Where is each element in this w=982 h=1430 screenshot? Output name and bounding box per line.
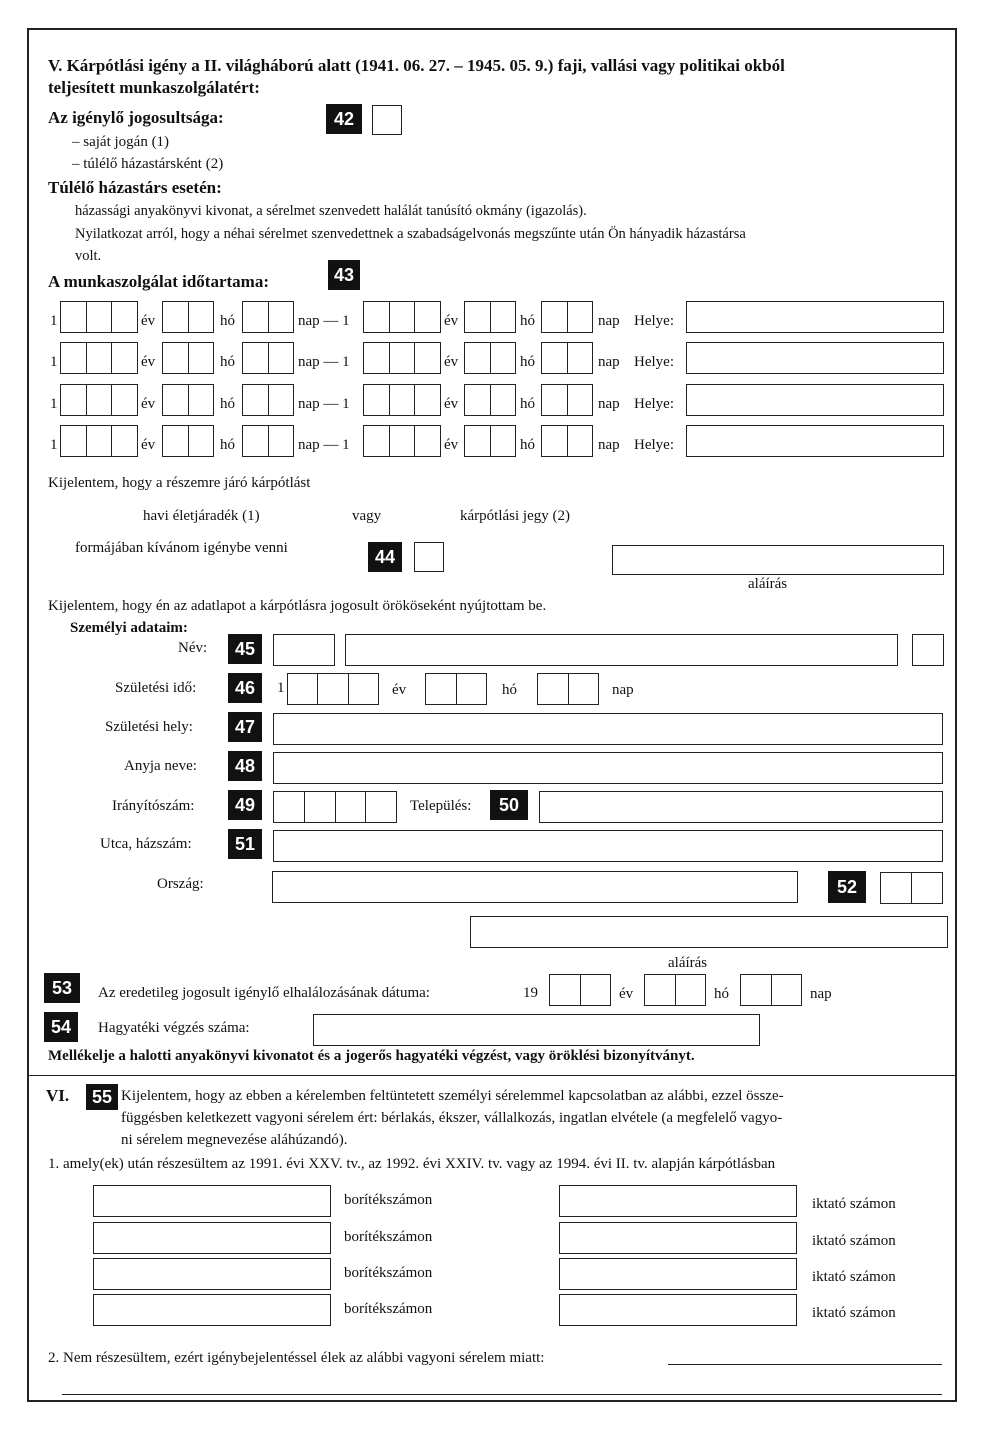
field-number-44: 44 [368,542,402,572]
heir-declare: Kijelentem, hogy én az adatlapot a kárpótlásra jogosult örököseként nyújtottam be. [48,598,547,614]
spouse-heading: Túlélő házastárs esetén: [48,178,222,197]
location-field[interactable] [686,342,944,374]
envelope-number-field[interactable] [93,1222,331,1254]
to-month-cells[interactable] [464,342,516,374]
from-month-unit: hó [220,396,235,412]
birth-year-cells[interactable] [287,673,379,705]
birth-year-prefix: 1 [277,680,285,696]
duration-row-prefix: 1 [50,354,58,370]
field-number-45: 45 [228,634,262,664]
envelope-number-label: borítékszámon [344,1229,433,1245]
location-field[interactable] [686,425,944,457]
street-field[interactable] [273,830,943,862]
signature-field-1[interactable] [612,545,944,575]
field-number-43: 43 [328,260,360,290]
death-month-unit: hó [714,986,729,1002]
location-label: Helye: [634,437,674,453]
entitlement-label: Az igénylő jogosultsága: [48,108,224,127]
section5-title-line1: V. Kárpótlási igény a II. világháború alatt (1941. 06. 27. – 1945. 05. 9.) faji, vallási vagy politikai okból [48,56,785,75]
mother-name-field[interactable] [273,752,943,784]
from-year-cells[interactable] [60,425,138,457]
death-year-cells[interactable] [549,974,611,1006]
envelope-number-field[interactable] [93,1294,331,1326]
envelope-number-label: borítékszámon [344,1301,433,1317]
section5-title-line2: teljesített munkaszolgálatért: [48,78,260,97]
option-or: vagy [352,508,382,524]
compensation-form-input[interactable] [414,542,444,572]
death-day-unit: nap [810,986,832,1002]
file-number-field[interactable] [559,1185,797,1217]
to-day-unit: nap [598,354,620,370]
location-label: Helye: [634,396,674,412]
from-month-unit: hó [220,313,235,329]
section6-text-1: Kijelentem, hogy az ebben a kérelemben feltüntetett személyi sérelemmel kapcsolatban az alábbi, ezzel össze- [121,1088,784,1104]
probate-label: Hagyatéki végzés száma: [98,1020,250,1036]
field-number-54: 54 [44,1012,78,1042]
to-year-unit: év [444,354,459,370]
to-year-unit: év [444,437,459,453]
death-month-cells[interactable] [644,974,706,1006]
from-month-unit: hó [220,354,235,370]
to-year-cells[interactable] [363,425,441,457]
field-number-52: 52 [828,871,866,903]
to-day-cells[interactable] [541,384,593,416]
location-label: Helye: [634,313,674,329]
country-label: Ország: [157,876,204,892]
section6-text-2: függésben keletkezett vagyoni sérelem ért: bérlakás, ékszer, vállalkozás, ingatlan elvétele (a megfelelő vagyo- [121,1110,783,1126]
file-number-label: iktató számon [812,1233,896,1249]
from-day-unit: nap — 1 [298,396,350,412]
from-year-unit: év [141,437,156,453]
death-day-cells[interactable] [740,974,802,1006]
envelope-number-label: borítékszámon [344,1265,433,1281]
to-day-cells[interactable] [541,301,593,333]
from-day-cells[interactable] [242,342,294,374]
item2-line-1[interactable] [668,1364,942,1365]
entitlement-option-1: – saját jogán (1) [72,134,170,150]
declare-line: Kijelentem, hogy a részemre járó kárpótlást [48,475,311,491]
city-field[interactable] [539,791,943,823]
location-field[interactable] [686,301,944,333]
field-number-50: 50 [490,790,528,820]
name-title-field[interactable] [273,634,335,666]
name-suffix-field[interactable] [912,634,944,666]
birth-month-cells[interactable] [425,673,487,705]
from-day-cells[interactable] [242,301,294,333]
signature-label-1: aláírás [748,576,788,592]
section6-roman: VI. [46,1086,70,1105]
duration-label: A munkaszolgálat időtartama: [48,272,269,291]
from-day-unit: nap — 1 [298,313,350,329]
field-number-53: 53 [44,973,80,1003]
file-number-label: iktató számon [812,1196,896,1212]
to-month-unit: hó [520,437,535,453]
from-day-cells[interactable] [242,384,294,416]
to-year-unit: év [444,396,459,412]
file-number-field[interactable] [559,1222,797,1254]
spouse-line-1: házassági anyakönyvi kivonat, a sérelmet szenvedett halálát tanúsító okmány (igazolás). [75,203,587,219]
birth-place-label: Születési hely: [105,719,193,735]
spouse-line-2: Nyilatkozat arról, hogy a néhai sérelmet szenvedettnek a szabadságelvonás megszűnte után Ön hányadik házastársa [75,226,746,242]
field-number-49: 49 [228,790,262,820]
form-line: formájában kívánom igénybe venni [75,540,288,556]
from-month-cells[interactable] [162,342,214,374]
section6-text-3: ni sérelem megnevezése aláhúzandó). [121,1132,348,1148]
field-number-42: 42 [326,104,362,134]
to-month-unit: hó [520,313,535,329]
from-year-unit: év [141,354,156,370]
to-day-cells[interactable] [541,425,593,457]
section6-item-2: 2. Nem részesültem, ezért igénybejelentéssel élek az alábbi vagyoni sérelem miatt: [48,1350,545,1366]
item2-line-2[interactable] [62,1394,942,1395]
birth-year-unit: év [392,682,407,698]
death-date-label: Az eredetileg jogosult igénylő elhalálozásának dátuma: [98,985,430,1001]
section6-item-1: 1. amely(ek) után részesültem az 1991. évi XXV. tv., az 1992. évi XXIV. tv. vagy az 1994. évi II. tv. alapján kárpótlásban [48,1156,776,1172]
to-month-cells[interactable] [464,301,516,333]
birth-place-field[interactable] [273,713,943,745]
country-code-cells[interactable] [880,872,943,904]
to-day-unit: nap [598,313,620,329]
entitlement-option-2: – túlélő házastársként (2) [72,156,224,172]
attachment-note: Mellékelje a halotti anyakönyvi kivonatot és a jogerős hagyatéki végzést, vagy öröklési bizonyítványt. [48,1048,695,1064]
option-monthly: havi életjáradék (1) [143,508,260,524]
to-year-cells[interactable] [363,301,441,333]
from-month-cells[interactable] [162,301,214,333]
birth-day-unit: nap [612,682,634,698]
birth-day-cells[interactable] [537,673,599,705]
birth-month-unit: hó [502,682,517,698]
death-year-prefix: 19 [523,985,538,1001]
from-year-cells[interactable] [60,342,138,374]
field-number-48: 48 [228,751,262,781]
location-field[interactable] [686,384,944,416]
to-day-unit: nap [598,396,620,412]
from-year-unit: év [141,396,156,412]
to-year-unit: év [444,313,459,329]
signature-label-2: aláírás [668,955,708,971]
country-field[interactable] [272,871,798,903]
city-label: Település: [410,798,472,814]
duration-row-prefix: 1 [50,396,58,412]
file-number-label: iktató számon [812,1269,896,1285]
location-label: Helye: [634,354,674,370]
to-year-cells[interactable] [363,384,441,416]
field-number-55: 55 [86,1084,118,1110]
to-day-unit: nap [598,437,620,453]
name-label: Név: [178,640,208,656]
from-day-unit: nap — 1 [298,354,350,370]
field-number-47: 47 [228,712,262,742]
to-month-unit: hó [520,354,535,370]
duration-row-prefix: 1 [50,313,58,329]
to-year-cells[interactable] [363,342,441,374]
option-ticket: kárpótlási jegy (2) [460,508,570,524]
zip-label: Irányítószám: [112,798,195,814]
to-month-unit: hó [520,396,535,412]
street-label: Utca, házszám: [100,836,192,852]
personal-data-heading: Személyi adataim: [70,620,188,636]
signature-field-2[interactable] [470,916,948,948]
spouse-line-3: volt. [75,248,102,264]
field-number-46: 46 [228,673,262,703]
zip-cells[interactable] [273,791,397,823]
field-number-51: 51 [228,829,262,859]
file-number-field[interactable] [559,1294,797,1326]
from-year-cells[interactable] [60,301,138,333]
envelope-number-label: borítékszámon [344,1192,433,1208]
section-divider [27,1075,957,1076]
from-month-cells[interactable] [162,425,214,457]
duration-row-prefix: 1 [50,437,58,453]
file-number-label: iktató számon [812,1305,896,1321]
birth-date-label: Születési idő: [115,680,197,696]
to-month-cells[interactable] [464,384,516,416]
from-year-cells[interactable] [60,384,138,416]
to-month-cells[interactable] [464,425,516,457]
entitlement-input[interactable] [372,105,402,135]
from-day-unit: nap — 1 [298,437,350,453]
envelope-number-field[interactable] [93,1185,331,1217]
probate-number-field[interactable] [313,1014,760,1046]
name-field[interactable] [345,634,898,666]
from-year-unit: év [141,313,156,329]
envelope-number-field[interactable] [93,1258,331,1290]
from-month-cells[interactable] [162,384,214,416]
mother-name-label: Anyja neve: [124,758,197,774]
to-day-cells[interactable] [541,342,593,374]
death-year-unit: év [619,986,634,1002]
from-month-unit: hó [220,437,235,453]
from-day-cells[interactable] [242,425,294,457]
file-number-field[interactable] [559,1258,797,1290]
